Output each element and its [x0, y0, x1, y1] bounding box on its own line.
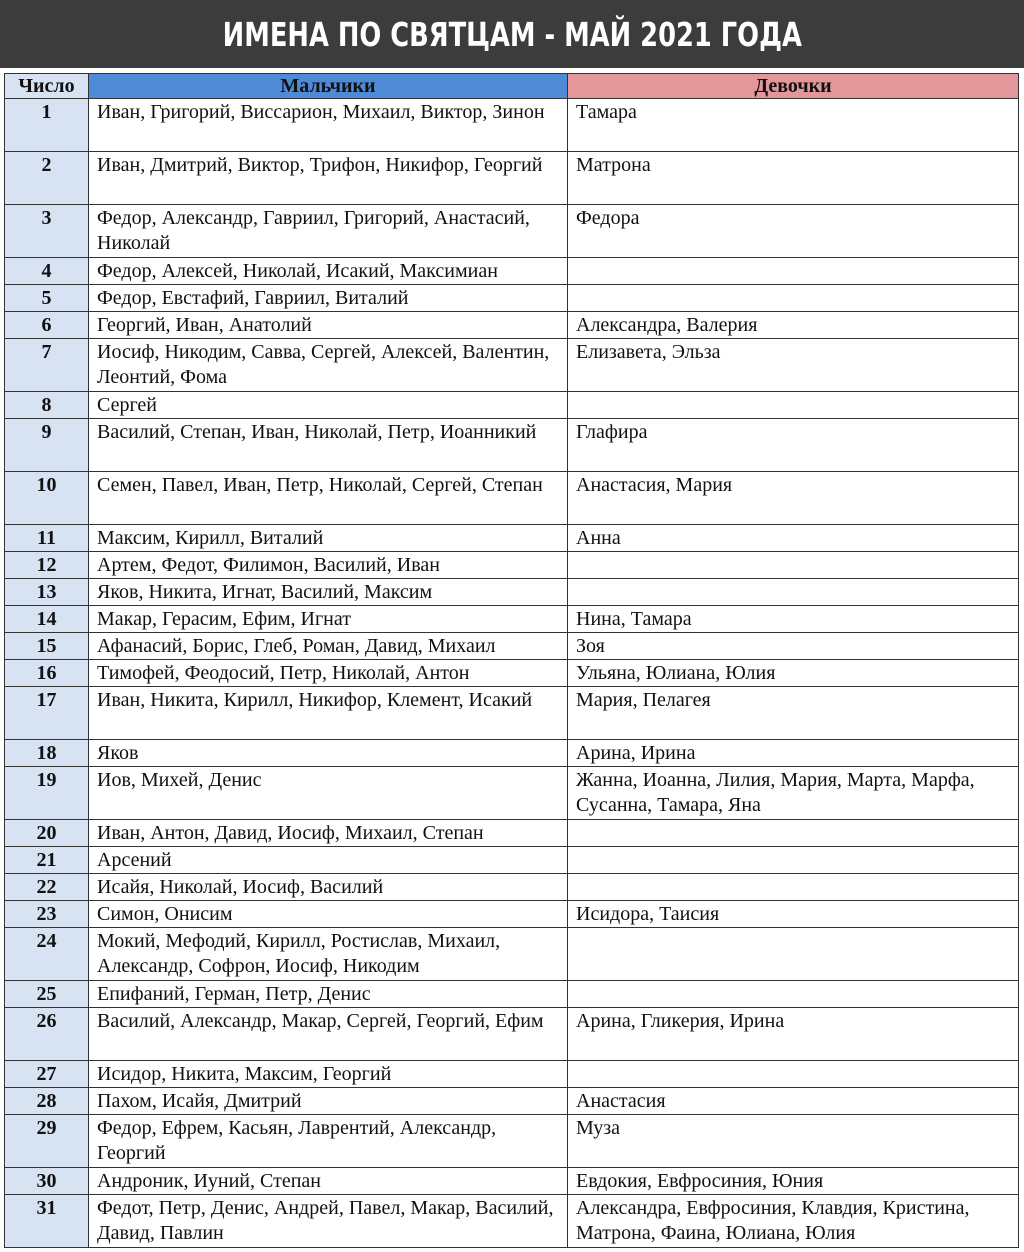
girls-cell: [568, 392, 1019, 419]
day-cell: 25: [5, 981, 89, 1008]
boys-cell: Василий, Александр, Макар, Сергей, Георгий, Ефим: [89, 1008, 568, 1061]
girls-cell: [568, 981, 1019, 1008]
boys-cell: Андроник, Иуний, Степан: [89, 1168, 568, 1195]
day-cell: 11: [5, 525, 89, 552]
girls-cell: Александра, Евфросиния, Клавдия, Кристина, Матрона, Фаина, Юлиана, Юлия: [568, 1195, 1019, 1248]
table-row: [5, 525, 1019, 552]
day-cell: 31: [5, 1195, 89, 1248]
table-row: [5, 767, 1019, 820]
table-row: [5, 312, 1019, 339]
girls-cell: [568, 552, 1019, 579]
boys-cell: Федор, Евстафий, Гавриил, Виталий: [89, 285, 568, 312]
day-cell: 26: [5, 1008, 89, 1061]
table-row: [5, 1088, 1019, 1115]
boys-cell: Федот, Петр, Денис, Андрей, Павел, Макар, Василий, Давид, Павлин: [89, 1195, 568, 1248]
day-cell: 8: [5, 392, 89, 419]
boys-cell: Иосиф, Никодим, Савва, Сергей, Алексей, Валентин, Леонтий, Фома: [89, 339, 568, 392]
day-cell: 4: [5, 258, 89, 285]
girls-cell: Тамара: [568, 99, 1019, 152]
day-cell: 1: [5, 99, 89, 152]
boys-cell: Георгий, Иван, Анатолий: [89, 312, 568, 339]
boys-cell: Федор, Ефрем, Касьян, Лаврентий, Александр, Георгий: [89, 1115, 568, 1168]
table-row: [5, 981, 1019, 1008]
girls-cell: [568, 874, 1019, 901]
table-row: [5, 633, 1019, 660]
boys-cell: Тимофей, Феодосий, Петр, Николай, Антон: [89, 660, 568, 687]
table-row: [5, 687, 1019, 740]
day-cell: 6: [5, 312, 89, 339]
girls-cell: [568, 579, 1019, 606]
table-row: [5, 606, 1019, 633]
girls-cell: Ульяна, Юлиана, Юлия: [568, 660, 1019, 687]
day-cell: 2: [5, 152, 89, 205]
boys-cell: Иов, Михей, Денис: [89, 767, 568, 820]
table-row: [5, 928, 1019, 981]
girls-cell: [568, 1061, 1019, 1088]
girls-cell: Федора: [568, 205, 1019, 258]
girls-cell: Жанна, Иоанна, Лилия, Мария, Марта, Марфа, Сусанна, Тамара, Яна: [568, 767, 1019, 820]
day-cell: 20: [5, 820, 89, 847]
girls-cell: Александра, Валерия: [568, 312, 1019, 339]
table-row: [5, 1168, 1019, 1195]
day-cell: 10: [5, 472, 89, 525]
day-cell: 23: [5, 901, 89, 928]
header-row: [5, 74, 1019, 99]
day-cell: 9: [5, 419, 89, 472]
girls-cell: Исидора, Таисия: [568, 901, 1019, 928]
boys-cell: Сергей: [89, 392, 568, 419]
table-row: [5, 874, 1019, 901]
table-row: [5, 1008, 1019, 1061]
day-cell: 27: [5, 1061, 89, 1088]
boys-cell: Максим, Кирилл, Виталий: [89, 525, 568, 552]
table-row: [5, 472, 1019, 525]
day-cell: 19: [5, 767, 89, 820]
boys-cell: Епифаний, Герман, Петр, Денис: [89, 981, 568, 1008]
boys-cell: Яков, Никита, Игнат, Василий, Максим: [89, 579, 568, 606]
girls-cell: [568, 285, 1019, 312]
girls-cell: Анастасия: [568, 1088, 1019, 1115]
girls-cell: Елизавета, Эльза: [568, 339, 1019, 392]
names-table: [4, 73, 1019, 1248]
day-cell: 30: [5, 1168, 89, 1195]
boys-cell: Исидор, Никита, Максим, Георгий: [89, 1061, 568, 1088]
girls-cell: Анна: [568, 525, 1019, 552]
table-row: [5, 339, 1019, 392]
table-row: [5, 660, 1019, 687]
table-row: [5, 740, 1019, 767]
girls-cell: Зоя: [568, 633, 1019, 660]
boys-cell: Пахом, Исайя, Дмитрий: [89, 1088, 568, 1115]
boys-cell: Афанасий, Борис, Глеб, Роман, Давид, Михаил: [89, 633, 568, 660]
day-cell: 12: [5, 552, 89, 579]
day-cell: 3: [5, 205, 89, 258]
table-row: [5, 99, 1019, 152]
table-row: [5, 1061, 1019, 1088]
day-cell: 22: [5, 874, 89, 901]
girls-cell: Матрона: [568, 152, 1019, 205]
table-row: [5, 552, 1019, 579]
girls-cell: Мария, Пелагея: [568, 687, 1019, 740]
girls-cell: [568, 928, 1019, 981]
day-cell: 29: [5, 1115, 89, 1168]
table-row: [5, 392, 1019, 419]
table-row: [5, 847, 1019, 874]
table-row: [5, 152, 1019, 205]
day-cell: 24: [5, 928, 89, 981]
girls-cell: Арина, Гликерия, Ирина: [568, 1008, 1019, 1061]
table-row: [5, 258, 1019, 285]
boys-cell: Федор, Александр, Гавриил, Григорий, Анастасий, Николай: [89, 205, 568, 258]
boys-cell: Иван, Антон, Давид, Иосиф, Михаил, Степан: [89, 820, 568, 847]
boys-cell: Яков: [89, 740, 568, 767]
boys-cell: Иван, Григорий, Виссарион, Михаил, Виктор, Зинон: [89, 99, 568, 152]
boys-cell: Арсений: [89, 847, 568, 874]
girls-cell: [568, 847, 1019, 874]
day-cell: 15: [5, 633, 89, 660]
table-row: [5, 901, 1019, 928]
girls-cell: Муза: [568, 1115, 1019, 1168]
girls-cell: Арина, Ирина: [568, 740, 1019, 767]
boys-cell: Исайя, Николай, Иосиф, Василий: [89, 874, 568, 901]
girls-cell: Анастасия, Мария: [568, 472, 1019, 525]
girls-cell: [568, 258, 1019, 285]
day-cell: 28: [5, 1088, 89, 1115]
header-boys: Мальчики: [89, 74, 568, 99]
title-banner: [0, 0, 1024, 68]
day-cell: 5: [5, 285, 89, 312]
table-row: [5, 820, 1019, 847]
girls-cell: Евдокия, Евфросиния, Юния: [568, 1168, 1019, 1195]
boys-cell: Мокий, Мефодий, Кирилл, Ростислав, Михаил, Александр, Софрон, Иосиф, Никодим: [89, 928, 568, 981]
table-row: [5, 285, 1019, 312]
girls-cell: Глафира: [568, 419, 1019, 472]
table-row: [5, 419, 1019, 472]
girls-cell: Нина, Тамара: [568, 606, 1019, 633]
boys-cell: Федор, Алексей, Николай, Исакий, Максимиан: [89, 258, 568, 285]
header-day: Число: [5, 74, 89, 99]
day-cell: 17: [5, 687, 89, 740]
boys-cell: Макар, Герасим, Ефим, Игнат: [89, 606, 568, 633]
table-row: [5, 579, 1019, 606]
day-cell: 13: [5, 579, 89, 606]
day-cell: 16: [5, 660, 89, 687]
header-girls: Девочки: [568, 74, 1019, 99]
boys-cell: Семен, Павел, Иван, Петр, Николай, Сергей, Степан: [89, 472, 568, 525]
day-cell: 21: [5, 847, 89, 874]
boys-cell: Иван, Дмитрий, Виктор, Трифон, Никифор, Георгий: [89, 152, 568, 205]
day-cell: 7: [5, 339, 89, 392]
page-title: ИМЕНА ПО СВЯТЦАМ - МАЙ 2021 ГОДА: [222, 14, 802, 54]
boys-cell: Симон, Онисим: [89, 901, 568, 928]
table-row: [5, 205, 1019, 258]
boys-cell: Иван, Никита, Кирилл, Никифор, Клемент, Исакий: [89, 687, 568, 740]
boys-cell: Артем, Федот, Филимон, Василий, Иван: [89, 552, 568, 579]
boys-cell: Василий, Степан, Иван, Николай, Петр, Иоанникий: [89, 419, 568, 472]
table-row: [5, 1115, 1019, 1168]
day-cell: 18: [5, 740, 89, 767]
table-row: [5, 1195, 1019, 1248]
girls-cell: [568, 820, 1019, 847]
day-cell: 14: [5, 606, 89, 633]
